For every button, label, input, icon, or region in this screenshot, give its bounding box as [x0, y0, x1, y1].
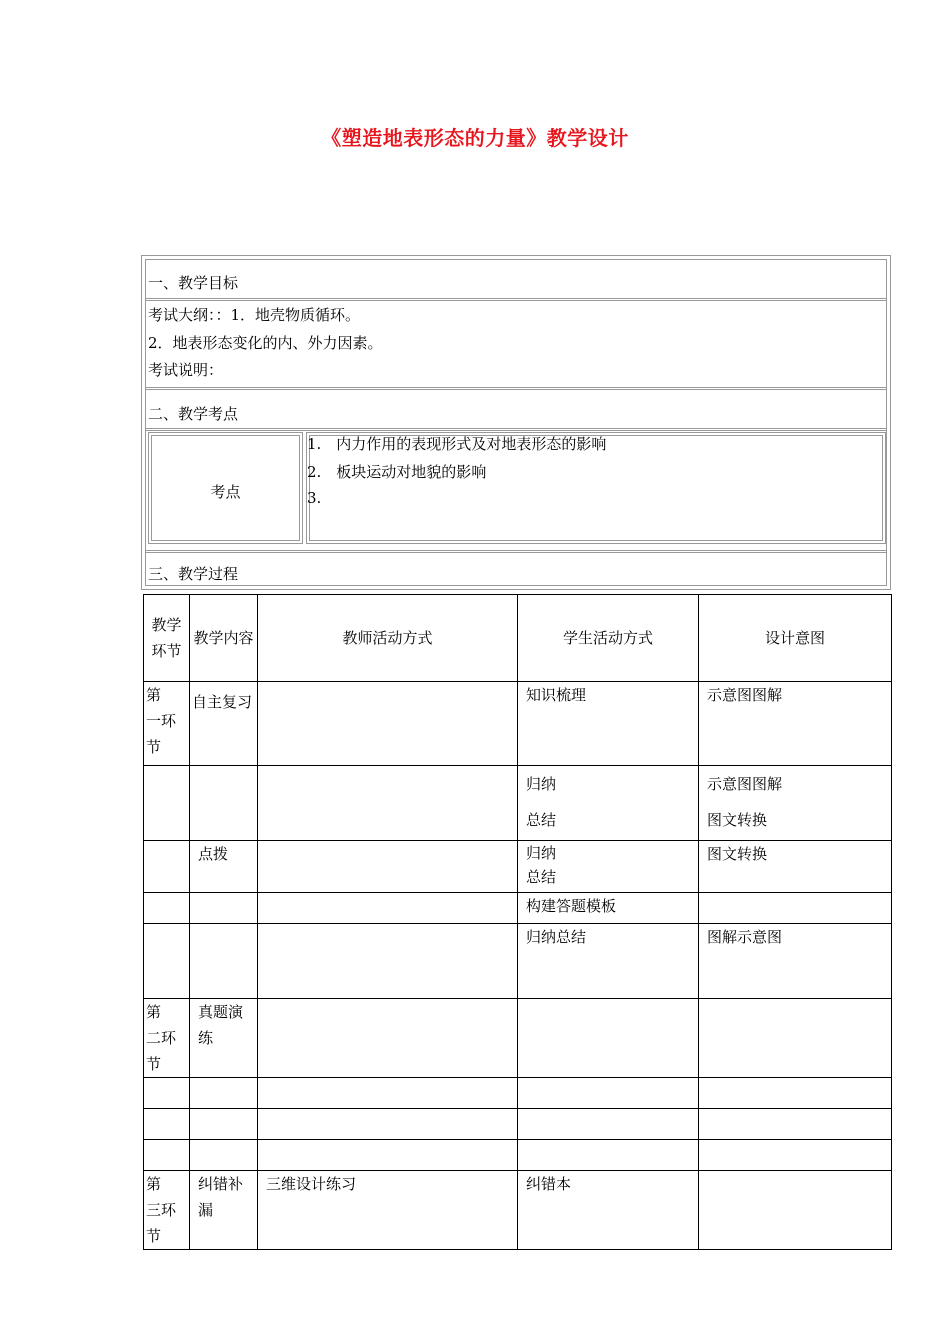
table-cell — [699, 1109, 892, 1140]
header-cell: 教学环节 — [144, 595, 190, 682]
table-cell — [144, 1109, 190, 1140]
table-cell: 示意图图解 图文转换 — [699, 766, 892, 841]
table-row — [144, 1109, 892, 1140]
table-cell — [258, 999, 518, 1078]
divider — [146, 428, 886, 431]
divider — [146, 387, 886, 390]
table-cell: 构建答题模板 — [518, 893, 699, 924]
table-cell: 图文转换 — [699, 841, 892, 893]
table-cell: 归纳总结 — [518, 924, 699, 999]
table-cell: 三维设计练习 — [258, 1171, 518, 1250]
key-points-label-cell — [148, 432, 303, 544]
teaching-objectives-frame — [141, 255, 891, 590]
divider — [146, 298, 886, 301]
key-point-item: 2. 板块运动对地貌的影响 — [307, 463, 487, 481]
table-row — [144, 766, 892, 841]
header-cell: 设计意图 — [699, 595, 892, 682]
objective-line: 考试说明： — [148, 361, 224, 379]
table-row — [144, 893, 892, 924]
key-point-item: 3. — [307, 489, 322, 507]
table-cell — [258, 841, 518, 893]
table-cell — [518, 1109, 699, 1140]
objective-line: 2．地表形态变化的内、外力因素。 — [148, 334, 383, 352]
table-row — [144, 1140, 892, 1171]
table-cell — [144, 841, 190, 893]
table-cell — [518, 999, 699, 1078]
table-cell — [144, 924, 190, 999]
table-cell — [518, 1140, 699, 1171]
table-cell: 纠错补漏 — [190, 1171, 258, 1250]
header-cell: 学生活动方式 — [518, 595, 699, 682]
table-cell: 归纳 总结 — [518, 766, 699, 841]
table-cell — [518, 1078, 699, 1109]
table-cell — [190, 1140, 258, 1171]
table-row — [144, 1078, 892, 1109]
table-cell: 第 一环节 — [144, 682, 190, 766]
table-row — [144, 841, 892, 893]
table-cell: 真题演练 — [190, 999, 258, 1078]
table-cell — [699, 893, 892, 924]
table-cell — [258, 766, 518, 841]
table-cell — [699, 999, 892, 1078]
table-cell — [699, 1140, 892, 1171]
table-header-row — [144, 595, 892, 682]
table-cell: 第 三环节 — [144, 1171, 190, 1250]
table-cell: 示意图图解 — [699, 682, 892, 766]
header-cell: 教学内容 — [190, 595, 258, 682]
section3-heading: 三、教学过程 — [148, 565, 239, 583]
table-cell — [699, 1078, 892, 1109]
table-cell — [258, 924, 518, 999]
table-row — [144, 924, 892, 999]
key-point-item: 1. 内力作用的表现形式及对地表形态的影响 — [307, 435, 607, 453]
table-row — [144, 999, 892, 1078]
table-cell — [144, 1140, 190, 1171]
key-points-box — [148, 432, 886, 550]
page-title: 《塑造地表形态的力量》教学设计 — [321, 126, 629, 150]
table-cell — [258, 1140, 518, 1171]
table-cell: 点拨 — [190, 841, 258, 893]
divider — [146, 550, 886, 553]
table-cell — [190, 1109, 258, 1140]
table-cell: 图解示意图 — [699, 924, 892, 999]
table-cell — [190, 893, 258, 924]
table-cell: 归纳 总结 — [518, 841, 699, 893]
table-cell: 纠错本 — [518, 1171, 699, 1250]
table-cell: 第 二环节 — [144, 999, 190, 1078]
table-cell — [258, 1109, 518, 1140]
section1-heading: 一、教学目标 — [148, 274, 239, 292]
table-cell: 知识梳理 — [518, 682, 699, 766]
header-cell: 教师活动方式 — [258, 595, 518, 682]
teaching-process-table — [143, 594, 892, 1250]
objective-line: 考试大纲：：1．地壳物质循环。 — [148, 306, 361, 324]
table-cell — [190, 1078, 258, 1109]
table-cell: 自主复习 — [190, 682, 258, 766]
table-cell — [699, 1171, 892, 1250]
table-row — [144, 1171, 892, 1250]
key-points-list-cell — [306, 432, 886, 544]
table-cell — [144, 1078, 190, 1109]
table-cell — [190, 766, 258, 841]
table-row — [144, 682, 892, 766]
key-points-label: 考点 — [210, 483, 241, 501]
table-cell — [258, 1078, 518, 1109]
table-cell — [144, 893, 190, 924]
table-cell — [258, 893, 518, 924]
table-cell — [190, 924, 258, 999]
table-cell — [258, 682, 518, 766]
section2-heading: 二、教学考点 — [148, 405, 239, 423]
table-cell — [144, 766, 190, 841]
